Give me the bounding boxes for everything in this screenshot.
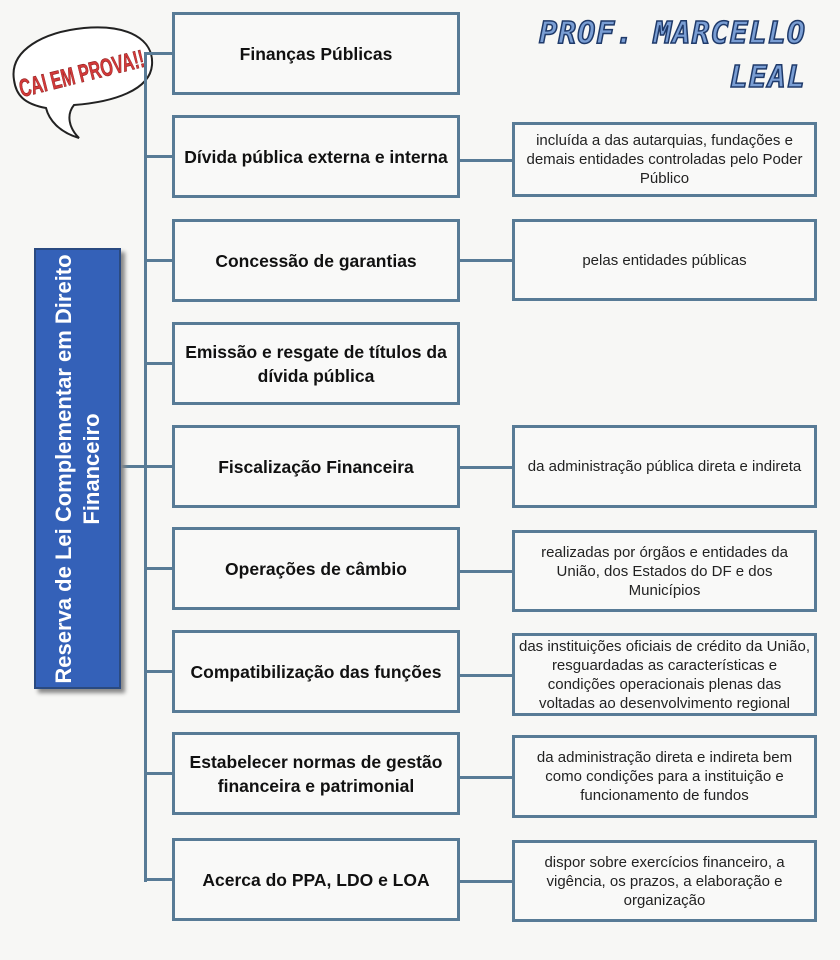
detail-box [512, 122, 817, 197]
detail-text: realizadas por órgãos e entidades da União, dos Estados do DF e dos Municípios [541, 543, 788, 599]
detail-box [512, 735, 817, 818]
topic-label: Compatibilização das funções [190, 661, 442, 682]
detail-text: das instituições oficiais de crédito da União, resguardadas as características e condições operacionais plenas das voltadas ao desenvolvimento regional [519, 637, 810, 712]
topic-box [172, 425, 460, 508]
topic-label: Fiscalização Financeira [218, 456, 414, 477]
topic-box [172, 12, 460, 95]
topic-box [172, 322, 460, 405]
branch-connector [145, 670, 173, 673]
topic-label: Dívida pública externa e interna [184, 146, 448, 167]
branch-connector [145, 259, 173, 262]
author-title-line1: PROF. MARCELLO [539, 16, 806, 51]
topic-box [172, 219, 460, 302]
root-connector [117, 465, 145, 468]
detail-connector [460, 259, 512, 262]
detail-connector [460, 570, 512, 573]
topic-box [172, 527, 460, 610]
detail-text: pelas entidades públicas [582, 251, 747, 269]
branch-connector [145, 772, 173, 775]
detail-box [512, 530, 817, 612]
root-node [34, 248, 121, 689]
branch-connector [145, 155, 173, 158]
author-title [539, 12, 806, 100]
topic-label: Estabelecer normas de gestão financeira e patrimonial [189, 751, 443, 796]
topic-box [172, 115, 460, 198]
branch-connector [145, 465, 173, 468]
topic-box [172, 630, 460, 713]
detail-connector [460, 466, 512, 469]
badge-text: CAI EM PROVA!! [16, 27, 216, 104]
detail-connector [460, 159, 512, 162]
detail-text: da administração direta e indireta bem como condições para a instituição e funcionamento de fundos [536, 749, 793, 804]
branch-connector [145, 52, 173, 55]
root-label: Reserva de Lei Complementar em Direito Financeiro [50, 253, 104, 684]
detail-connector [460, 674, 512, 677]
detail-box [512, 840, 817, 922]
topic-label: Acerca do PPA, LDO e LOA [202, 869, 430, 890]
topic-box [172, 838, 460, 921]
detail-text: da administração pública direta e indireta [527, 458, 802, 475]
detail-connector [460, 776, 512, 779]
author-title-line2: LEAL [729, 60, 806, 95]
topic-label: Emissão e resgate de títulos da dívida pública [185, 341, 447, 386]
detail-text: dispor sobre exercícios financeiro, a vigência, os prazos, a elaboração e organização [544, 853, 785, 909]
topic-label: Operações de câmbio [225, 558, 407, 579]
topic-label: Finanças Públicas [239, 43, 393, 64]
detail-connector [460, 880, 512, 883]
detail-box [512, 219, 817, 301]
topic-box [172, 732, 460, 815]
branch-connector [145, 567, 173, 570]
detail-box [512, 633, 817, 716]
branch-connector [145, 362, 173, 365]
topic-label: Concessão de garantias [215, 250, 417, 271]
speech-bubble-badge [4, 20, 216, 140]
detail-text: incluída a das autarquias, fundações e demais entidades controladas pelo Poder Público [526, 132, 803, 187]
branch-connector [145, 878, 173, 881]
detail-box [512, 425, 817, 508]
